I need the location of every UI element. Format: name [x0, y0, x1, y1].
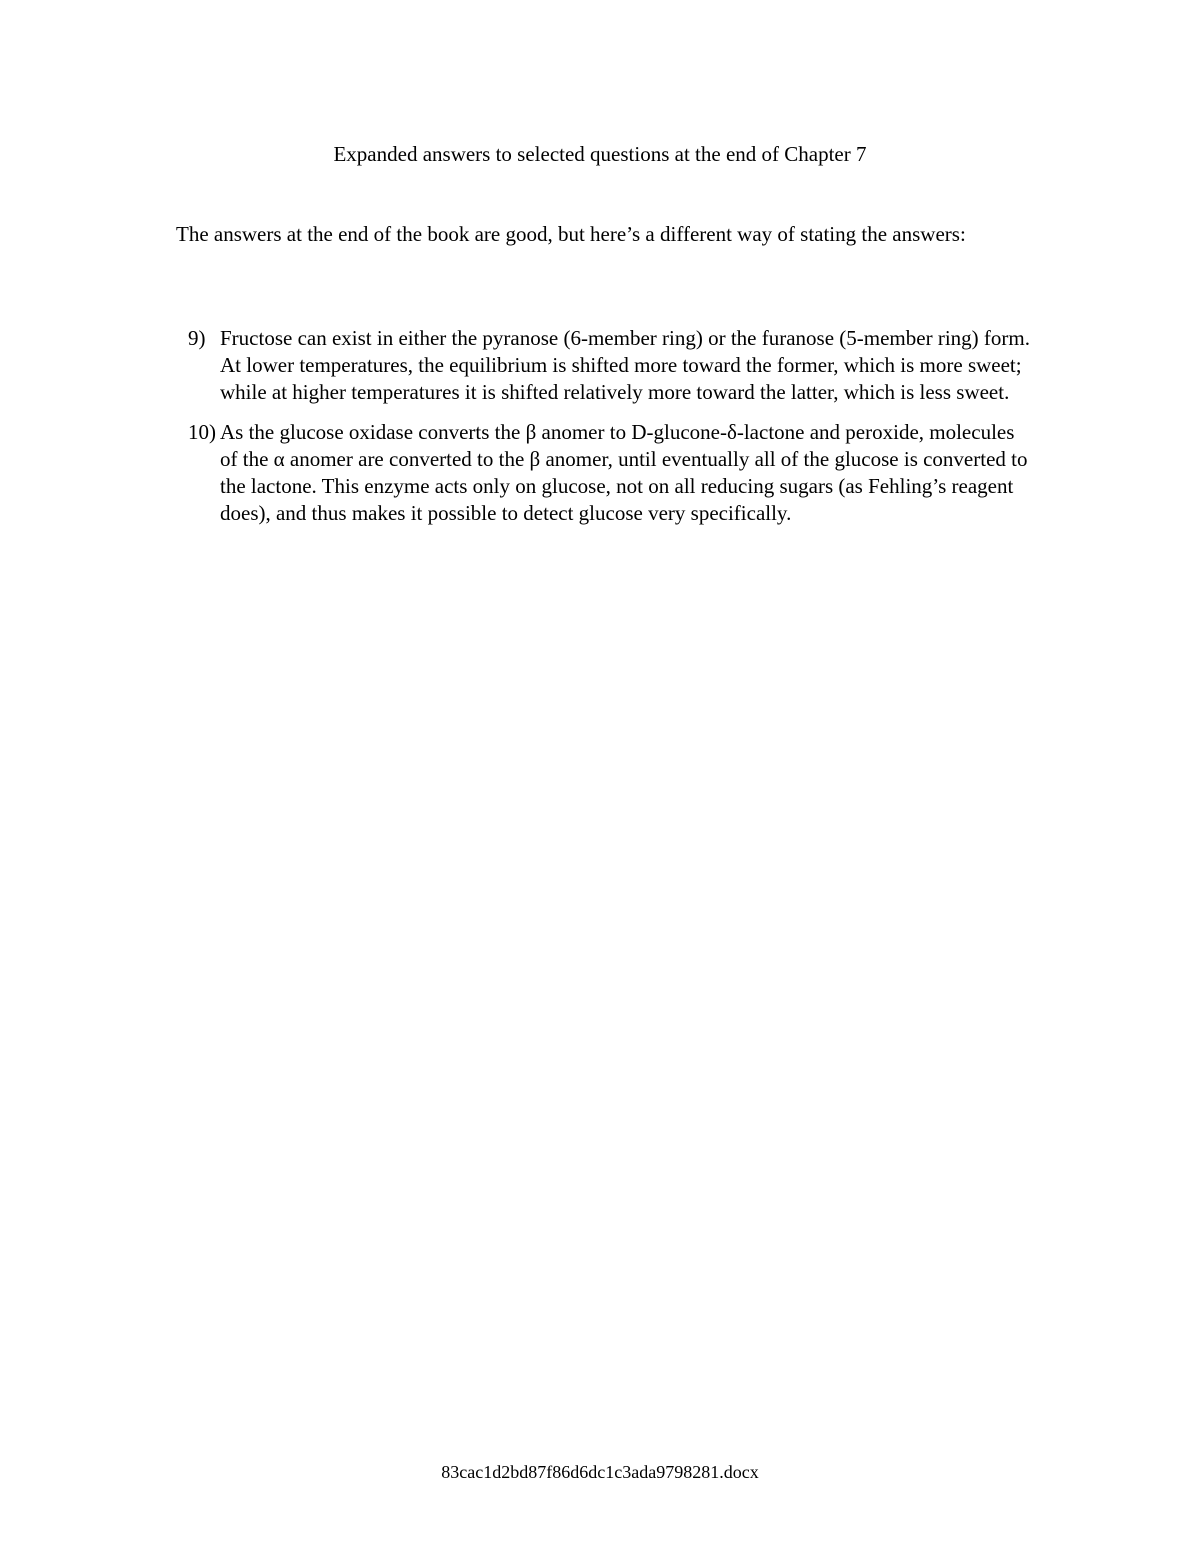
answer-text: As the glucose oxidase converts the β anomer to D-glucone-δ-lactone and peroxide, molecules of the α anomer are converted to the β anomer, until eventually all of the glucose is converted to the lactone. This enzyme acts only on glucose, not on all reducing sugars (as Fehling’s reagent does), and thus makes it possible to detect glucose very specifically.	[220, 420, 1028, 525]
document-title: Expanded answers to selected questions at the end of Chapter 7	[333, 142, 867, 166]
footer-filename: 83cac1d2bd87f86d6dc1c3ada9798281.docx	[441, 1462, 759, 1482]
answer-list	[176, 325, 1036, 540]
answer-item-9	[176, 325, 1036, 406]
answer-text: Fructose can exist in either the pyranose (6-member ring) or the furanose (5-member ring) form. At lower temperatures, the equilibrium is shifted more toward the former, which is more sweet; while at higher temperatures it is shifted relatively more toward the latter, which is less sweet.	[220, 326, 1030, 404]
intro-paragraph: The answers at the end of the book are good, but here’s a different way of stating the answers:	[176, 222, 966, 246]
answer-item-10	[176, 419, 1036, 527]
answer-number: 9)	[188, 326, 206, 350]
answer-number: 10)	[188, 420, 216, 444]
